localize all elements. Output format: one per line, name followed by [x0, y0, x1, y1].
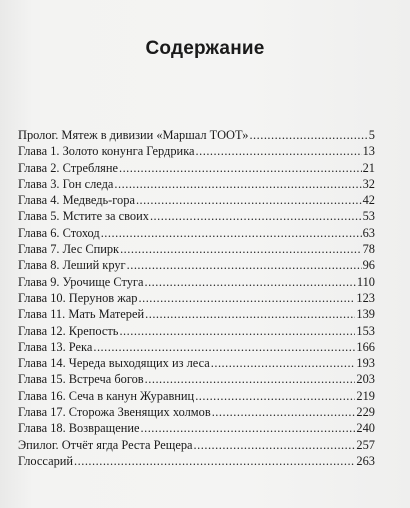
toc-entry-title: Глава 15. Встреча богов: [18, 372, 144, 387]
toc-leader: [145, 306, 355, 322]
toc-entry-title: Глава 11. Мать Матерей: [18, 307, 145, 322]
toc-leader: [211, 355, 356, 371]
toc-leader: [119, 323, 355, 339]
toc-entry: [18, 388, 375, 404]
toc-page-number: 63: [362, 225, 375, 240]
toc-leader: [101, 225, 362, 241]
toc-entry-title: Глава 10. Перунов жар: [18, 290, 138, 305]
toc-leader: [145, 371, 356, 387]
toc-leader: [74, 453, 355, 469]
toc-leader: [127, 257, 362, 273]
toc-leader: [194, 437, 356, 453]
toc-entry: [18, 192, 375, 208]
toc-entry-title: Глава 14. Череда выходящих из леса: [18, 356, 210, 371]
toc-entry-title: Глава 18. Возвращение: [18, 421, 140, 436]
toc-page-number: 257: [356, 437, 375, 452]
toc-entry-title: Глава 3. Гон следа: [18, 176, 114, 191]
page-title: Содержание: [145, 38, 265, 59]
toc-page-number: 42: [362, 193, 375, 208]
toc-entry-title: Глава 2. Стребляне: [18, 160, 118, 175]
toc-page-number: 139: [356, 307, 375, 322]
toc-entry-title: Глава 16. Сеча в канун Журавниц: [18, 388, 195, 403]
toc-entry: [18, 208, 375, 224]
toc-entry: [18, 127, 375, 143]
toc-leader: [212, 404, 356, 420]
toc-leader: [144, 274, 355, 290]
toc-entry: [18, 339, 375, 355]
toc-entry-title: Глава 4. Медведь-гора: [18, 193, 135, 208]
toc-entry-title: Глава 6. Стоход: [18, 225, 100, 240]
toc-entry: [18, 404, 375, 420]
toc-entry-title: Глава 7. Лес Спирк: [18, 242, 120, 257]
toc-entry: [18, 160, 375, 176]
table-of-contents: [18, 127, 375, 469]
toc-entry-title: Глава 12. Крепость: [18, 323, 119, 338]
toc-page-number: 5: [368, 128, 375, 142]
toc-entry: [18, 306, 375, 322]
toc-page-number: 13: [362, 144, 375, 159]
toc-entry: [18, 420, 375, 436]
toc-page-number: 193: [356, 356, 375, 371]
toc-leader: [195, 388, 355, 404]
toc-page-number: 219: [356, 388, 375, 403]
toc-page-number: 263: [356, 453, 375, 468]
toc-entry: [18, 290, 375, 306]
toc-leader: [93, 339, 355, 355]
toc-leader: [136, 192, 362, 208]
toc-entry: [18, 323, 375, 339]
toc-entry-title: Глава 9. Урочище Стуга: [18, 274, 144, 289]
toc-entry: [18, 176, 375, 192]
toc-page-number: 166: [356, 339, 375, 354]
toc-entry-title: Глава 8. Леший круг: [18, 258, 126, 273]
toc-entry-title: Глава 1. Золото конунга Гердрика: [18, 144, 195, 159]
toc-page-number: 123: [356, 290, 375, 305]
toc-entry-title: Глоссарий: [18, 453, 74, 468]
toc-entry: [18, 241, 375, 257]
toc-leader: [139, 290, 356, 306]
toc-leader: [114, 176, 361, 192]
toc-page-number: 32: [362, 176, 375, 191]
toc-page-number: 78: [362, 242, 375, 257]
toc-entry-title: Глава 13. Река: [18, 339, 93, 354]
toc-entry-title: Эпилог. Отчёт ягда Реста Рещера: [18, 437, 193, 452]
toc-leader: [150, 208, 362, 224]
toc-page-number: 110: [356, 274, 375, 289]
toc-leader: [196, 143, 362, 159]
toc-page-number: 53: [362, 209, 375, 224]
toc-page-number: 21: [362, 160, 375, 175]
toc-page-number: 229: [356, 405, 375, 420]
toc-leader: [119, 160, 362, 176]
toc-leader: [120, 241, 362, 257]
toc-leader: [249, 127, 367, 143]
toc-page-number: 240: [356, 421, 375, 436]
toc-entry-title: Пролог. Мятеж в дивизии «Маршал ТООТ»: [18, 128, 249, 142]
toc-entry: [18, 225, 375, 241]
toc-entry: [18, 371, 375, 387]
toc-entry: [18, 274, 375, 290]
toc-entry: [18, 257, 375, 273]
toc-entry-title: Глава 5. Мстите за своих: [18, 209, 149, 224]
toc-entry: [18, 355, 375, 371]
toc-page-number: 203: [356, 372, 375, 387]
toc-entry: [18, 453, 375, 469]
toc-page-number: 96: [362, 258, 375, 273]
toc-entry: [18, 437, 375, 453]
toc-entry-title: Глава 17. Сторожа Звенящих холмов: [18, 405, 211, 420]
toc-entry: [18, 143, 375, 159]
toc-page-number: 153: [356, 323, 375, 338]
toc-leader: [141, 420, 356, 436]
